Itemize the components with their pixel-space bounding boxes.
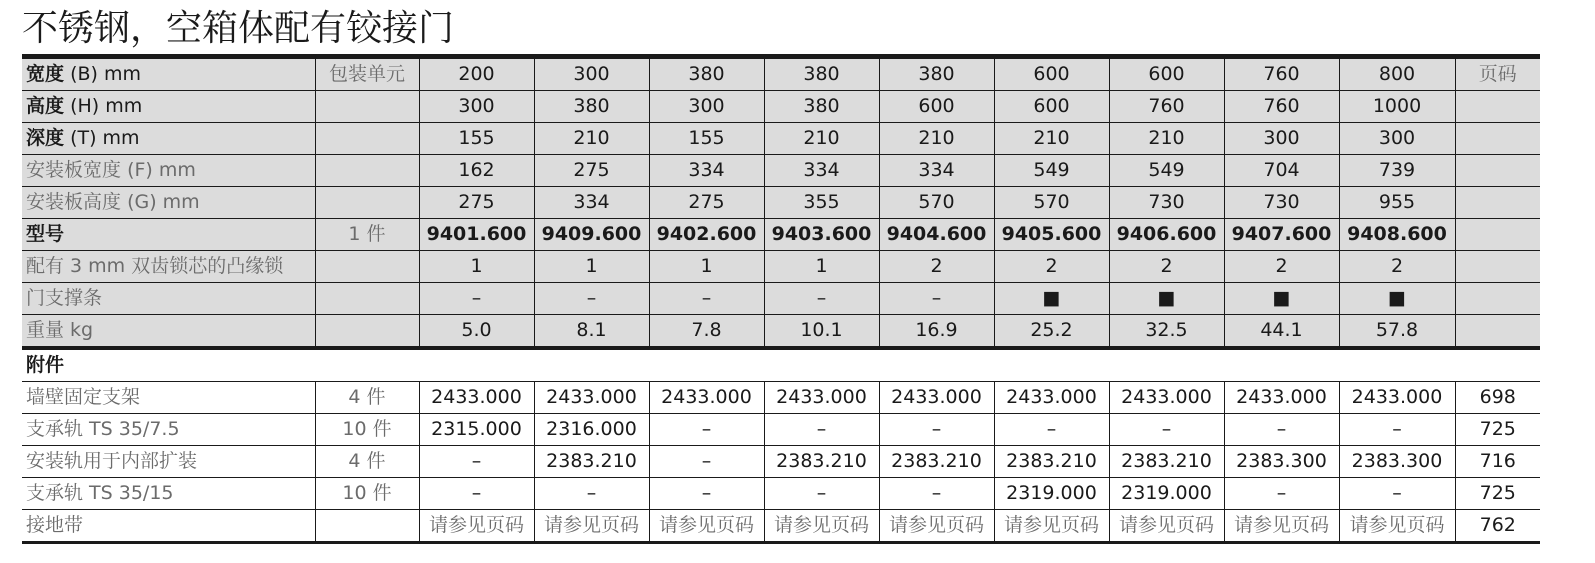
accessory-part-number: 2433.000 bbox=[649, 382, 764, 414]
feature-value: 2 bbox=[1339, 251, 1455, 283]
accessory-part-number: 2319.000 bbox=[994, 478, 1109, 510]
spec-value: 275 bbox=[419, 187, 534, 219]
feature-value: 25.2 bbox=[994, 315, 1109, 349]
feature-row bbox=[22, 283, 1540, 315]
spec-value: 570 bbox=[879, 187, 994, 219]
accessory-part-number: – bbox=[419, 446, 534, 478]
feature-value: – bbox=[419, 283, 534, 315]
feature-value: – bbox=[649, 283, 764, 315]
feature-label: 配有 3 mm 双齿锁芯的凸缘锁 bbox=[22, 251, 315, 283]
feature-value: 1 bbox=[419, 251, 534, 283]
accessory-pack bbox=[315, 510, 419, 543]
spec-value: 275 bbox=[534, 155, 649, 187]
accessory-part-number: 2433.000 bbox=[1339, 382, 1455, 414]
accessory-page: 762 bbox=[1455, 510, 1540, 543]
accessory-part-number: – bbox=[419, 478, 534, 510]
accessory-row bbox=[22, 510, 1540, 543]
accessory-part-number: – bbox=[764, 478, 879, 510]
model-number: 9407.600 bbox=[1224, 219, 1339, 251]
spec-value: 1000 bbox=[1339, 91, 1455, 123]
accessory-label: 墙壁固定支架 bbox=[22, 382, 315, 414]
feature-value: 10.1 bbox=[764, 315, 879, 349]
accessory-part-number: 请参见页码 bbox=[1109, 510, 1224, 543]
width-value: 760 bbox=[1224, 59, 1339, 91]
feature-label: 重量 kg bbox=[22, 315, 315, 349]
model-row bbox=[22, 219, 1540, 251]
accessory-part-number: 请参见页码 bbox=[879, 510, 994, 543]
spec-value: 210 bbox=[879, 123, 994, 155]
feature-value: – bbox=[534, 283, 649, 315]
accessory-part-number: 2383.300 bbox=[1224, 446, 1339, 478]
row-label-text: 宽度 bbox=[26, 63, 65, 85]
accessory-part-number: 请参见页码 bbox=[534, 510, 649, 543]
spec-row bbox=[22, 155, 1540, 187]
page-title: 不锈钢，空箱体配有铰接门 bbox=[22, 8, 455, 49]
spec-value: 730 bbox=[1109, 187, 1224, 219]
feature-value: 32.5 bbox=[1109, 315, 1224, 349]
feature-value: 1 bbox=[764, 251, 879, 283]
feature-value: 2 bbox=[879, 251, 994, 283]
width-value: 600 bbox=[994, 59, 1109, 91]
row-label bbox=[22, 91, 315, 123]
row-unit-text: (F) mm bbox=[127, 159, 196, 181]
accessory-page: 725 bbox=[1455, 414, 1540, 446]
pack-unit-cell bbox=[315, 251, 419, 283]
accessory-part-number: – bbox=[994, 414, 1109, 446]
page-cell bbox=[1455, 283, 1540, 315]
accessory-part-number: 2383.210 bbox=[994, 446, 1109, 478]
accessory-row bbox=[22, 414, 1540, 446]
spec-table bbox=[22, 59, 1540, 544]
accessory-part-number: 请参见页码 bbox=[649, 510, 764, 543]
pack-unit-cell bbox=[315, 155, 419, 187]
accessory-pack: 10 件 bbox=[315, 478, 419, 510]
page-cell bbox=[1455, 315, 1540, 349]
accessory-label: 安装轨用于内部扩装 bbox=[22, 446, 315, 478]
accessory-part-number: 2433.000 bbox=[879, 382, 994, 414]
feature-row bbox=[22, 251, 1540, 283]
page-cell bbox=[1455, 123, 1540, 155]
model-number: 9405.600 bbox=[994, 219, 1109, 251]
accessory-label: 支承轨 TS 35/7.5 bbox=[22, 414, 315, 446]
row-unit-text: (H) mm bbox=[70, 95, 143, 117]
model-label: 型号 bbox=[22, 219, 315, 251]
spec-value: 275 bbox=[649, 187, 764, 219]
spec-value: 355 bbox=[764, 187, 879, 219]
width-value: 300 bbox=[534, 59, 649, 91]
accessory-part-number: 2316.000 bbox=[534, 414, 649, 446]
accessory-part-number: 2433.000 bbox=[1224, 382, 1339, 414]
spec-value: 600 bbox=[994, 91, 1109, 123]
spec-value: 334 bbox=[534, 187, 649, 219]
row-label bbox=[22, 187, 315, 219]
pack-unit-cell bbox=[315, 283, 419, 315]
spec-value: 380 bbox=[764, 91, 879, 123]
feature-value: ■ bbox=[994, 283, 1109, 315]
pack-unit-cell bbox=[315, 315, 419, 349]
spec-value: 760 bbox=[1109, 91, 1224, 123]
accessory-part-number: 请参见页码 bbox=[764, 510, 879, 543]
model-number: 9404.600 bbox=[879, 219, 994, 251]
feature-value: ■ bbox=[1224, 283, 1339, 315]
accessory-part-number: 2433.000 bbox=[534, 382, 649, 414]
model-number: 9406.600 bbox=[1109, 219, 1224, 251]
accessories-section-row bbox=[22, 348, 1540, 382]
spec-value: 760 bbox=[1224, 91, 1339, 123]
spec-row bbox=[22, 187, 1540, 219]
accessory-part-number: – bbox=[1339, 414, 1455, 446]
page-cell bbox=[1455, 251, 1540, 283]
row-unit-text: (B) mm bbox=[70, 63, 141, 85]
page-cell bbox=[1455, 187, 1540, 219]
row-label-text: 高度 bbox=[26, 95, 65, 117]
pack-unit-cell bbox=[315, 123, 419, 155]
accessory-label: 支承轨 TS 35/15 bbox=[22, 478, 315, 510]
spec-value: 155 bbox=[649, 123, 764, 155]
accessory-label: 接地带 bbox=[22, 510, 315, 543]
row-label bbox=[22, 155, 315, 187]
accessory-part-number: 请参见页码 bbox=[419, 510, 534, 543]
feature-value: 1 bbox=[649, 251, 764, 283]
width-value: 380 bbox=[764, 59, 879, 91]
accessory-part-number: 请参见页码 bbox=[994, 510, 1109, 543]
accessory-part-number: 2383.210 bbox=[764, 446, 879, 478]
spec-value: 380 bbox=[534, 91, 649, 123]
spec-value: 162 bbox=[419, 155, 534, 187]
accessory-part-number: 2383.210 bbox=[534, 446, 649, 478]
accessory-part-number: 2383.210 bbox=[879, 446, 994, 478]
accessory-part-number: – bbox=[649, 414, 764, 446]
feature-value: 8.1 bbox=[534, 315, 649, 349]
accessory-part-number: 2433.000 bbox=[419, 382, 534, 414]
feature-value: – bbox=[764, 283, 879, 315]
spec-value: 549 bbox=[1109, 155, 1224, 187]
spec-value: 570 bbox=[994, 187, 1109, 219]
width-value: 200 bbox=[419, 59, 534, 91]
spec-row bbox=[22, 123, 1540, 155]
feature-value: 5.0 bbox=[419, 315, 534, 349]
feature-value: – bbox=[879, 283, 994, 315]
row-unit-text: (G) mm bbox=[127, 191, 200, 213]
spec-value: 300 bbox=[1224, 123, 1339, 155]
spec-value: 210 bbox=[994, 123, 1109, 155]
accessory-row bbox=[22, 478, 1540, 510]
accessories-title: 附件 bbox=[22, 348, 1540, 382]
model-number: 9408.600 bbox=[1339, 219, 1455, 251]
pack-unit-cell bbox=[315, 187, 419, 219]
width-value: 800 bbox=[1339, 59, 1455, 91]
feature-value: 57.8 bbox=[1339, 315, 1455, 349]
spec-value: 210 bbox=[534, 123, 649, 155]
spec-value: 334 bbox=[764, 155, 879, 187]
accessory-pack: 4 件 bbox=[315, 382, 419, 414]
page-header: 页码 bbox=[1455, 59, 1540, 91]
accessory-row bbox=[22, 382, 1540, 414]
pack-unit-header: 包装单元 bbox=[315, 59, 419, 91]
accessory-part-number: 2383.300 bbox=[1339, 446, 1455, 478]
accessory-part-number: 2315.000 bbox=[419, 414, 534, 446]
accessory-part-number: – bbox=[1339, 478, 1455, 510]
row-label-text: 安装板宽度 bbox=[26, 159, 122, 181]
feature-value: ■ bbox=[1109, 283, 1224, 315]
accessory-part-number: – bbox=[1224, 478, 1339, 510]
width-value: 380 bbox=[649, 59, 764, 91]
spec-value: 300 bbox=[419, 91, 534, 123]
spec-value: 334 bbox=[879, 155, 994, 187]
model-number: 9409.600 bbox=[534, 219, 649, 251]
pack-unit-cell: 1 件 bbox=[315, 219, 419, 251]
spec-value: 955 bbox=[1339, 187, 1455, 219]
accessory-page: 716 bbox=[1455, 446, 1540, 478]
row-label-text: 安装板高度 bbox=[26, 191, 122, 213]
model-number: 9402.600 bbox=[649, 219, 764, 251]
feature-row bbox=[22, 315, 1540, 349]
model-number: 9403.600 bbox=[764, 219, 879, 251]
page-cell bbox=[1455, 155, 1540, 187]
width-value: 600 bbox=[1109, 59, 1224, 91]
accessory-part-number: – bbox=[1224, 414, 1339, 446]
accessory-part-number: – bbox=[534, 478, 649, 510]
page-cell bbox=[1455, 219, 1540, 251]
spec-value: 334 bbox=[649, 155, 764, 187]
spec-value: 600 bbox=[879, 91, 994, 123]
model-number: 9401.600 bbox=[419, 219, 534, 251]
row-label bbox=[22, 123, 315, 155]
pack-unit-cell bbox=[315, 91, 419, 123]
accessory-part-number: – bbox=[649, 446, 764, 478]
spec-value: 704 bbox=[1224, 155, 1339, 187]
spec-value: 300 bbox=[1339, 123, 1455, 155]
feature-label: 门支撑条 bbox=[22, 283, 315, 315]
feature-value: ■ bbox=[1339, 283, 1455, 315]
accessory-part-number: – bbox=[649, 478, 764, 510]
width-value: 380 bbox=[879, 59, 994, 91]
row-label bbox=[22, 59, 315, 91]
accessory-part-number: – bbox=[764, 414, 879, 446]
accessory-part-number: 请参见页码 bbox=[1224, 510, 1339, 543]
spec-value: 155 bbox=[419, 123, 534, 155]
accessory-part-number: – bbox=[879, 414, 994, 446]
accessory-part-number: 2433.000 bbox=[1109, 382, 1224, 414]
accessory-page: 725 bbox=[1455, 478, 1540, 510]
accessory-page: 698 bbox=[1455, 382, 1540, 414]
page-cell bbox=[1455, 91, 1540, 123]
feature-value: 16.9 bbox=[879, 315, 994, 349]
accessory-part-number: 2319.000 bbox=[1109, 478, 1224, 510]
accessory-part-number: – bbox=[1109, 414, 1224, 446]
spec-value: 210 bbox=[1109, 123, 1224, 155]
accessory-part-number: 2383.210 bbox=[1109, 446, 1224, 478]
spec-value: 300 bbox=[649, 91, 764, 123]
accessory-part-number: – bbox=[879, 478, 994, 510]
accessory-part-number: 2433.000 bbox=[994, 382, 1109, 414]
accessory-part-number: 请参见页码 bbox=[1339, 510, 1455, 543]
feature-value: 1 bbox=[534, 251, 649, 283]
spec-value: 210 bbox=[764, 123, 879, 155]
width-row bbox=[22, 59, 1540, 91]
spec-value: 739 bbox=[1339, 155, 1455, 187]
accessory-pack: 4 件 bbox=[315, 446, 419, 478]
spec-value: 730 bbox=[1224, 187, 1339, 219]
accessory-pack: 10 件 bbox=[315, 414, 419, 446]
row-label-text: 深度 bbox=[26, 127, 65, 149]
feature-value: 2 bbox=[1224, 251, 1339, 283]
feature-value: 2 bbox=[1109, 251, 1224, 283]
feature-value: 7.8 bbox=[649, 315, 764, 349]
feature-value: 2 bbox=[994, 251, 1109, 283]
accessory-row bbox=[22, 446, 1540, 478]
spec-value: 549 bbox=[994, 155, 1109, 187]
row-unit-text: (T) mm bbox=[70, 127, 140, 149]
accessory-part-number: 2433.000 bbox=[764, 382, 879, 414]
feature-value: 44.1 bbox=[1224, 315, 1339, 349]
spec-row bbox=[22, 91, 1540, 123]
